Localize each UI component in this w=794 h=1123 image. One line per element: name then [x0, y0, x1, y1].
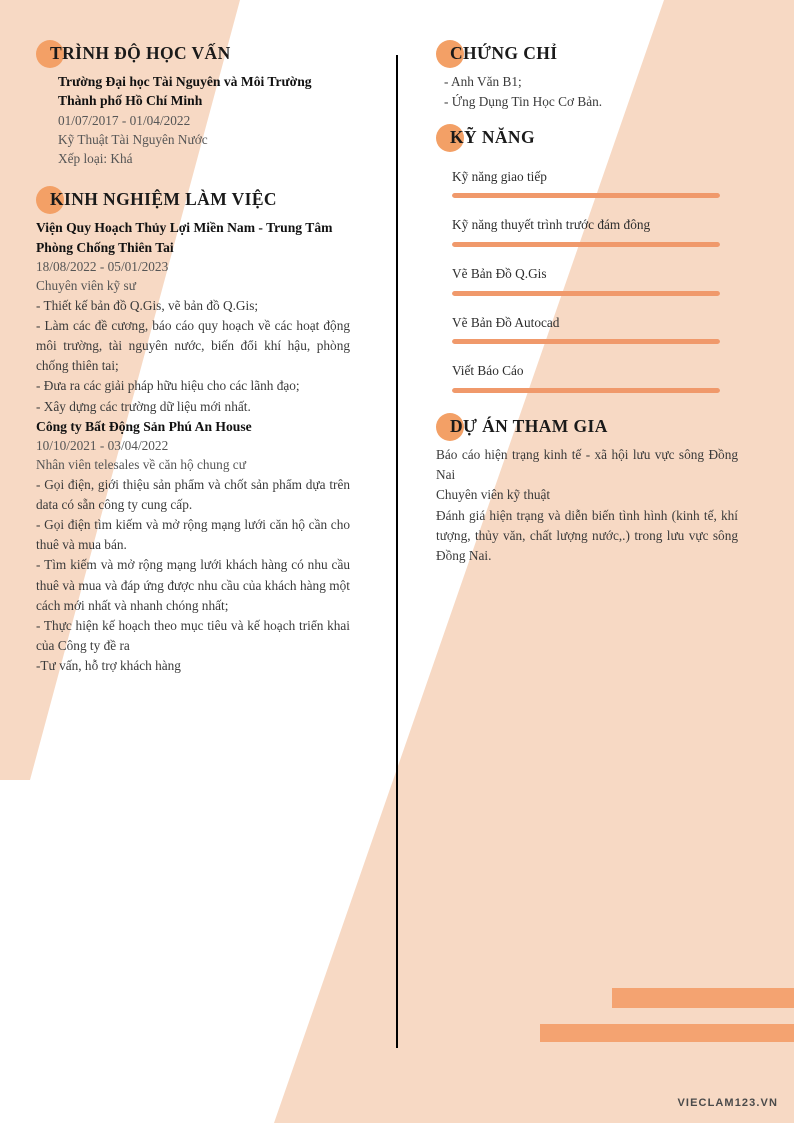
certificate-item: - Anh Văn B1; — [444, 74, 522, 89]
experience-title: Chuyên viên kỹ sư — [36, 278, 136, 294]
projects-heading-label: DỰ ÁN THAM GIA — [450, 415, 608, 436]
right-column — [436, 38, 738, 566]
spacer — [436, 112, 738, 122]
experience-heading-label: KINH NGHIỆM LÀM VIỆC — [50, 189, 277, 210]
experience-title: Nhân viên telesales về căn hộ chung cư — [36, 457, 246, 473]
experience-dates: 18/08/2022 - 05/01/2023 — [36, 258, 169, 274]
skills-list — [436, 168, 738, 393]
section-heading-education — [36, 38, 350, 68]
skill-bar-fill — [452, 291, 720, 296]
project-description: Đánh giá hiện trạng và diễn biến tình hình (kinh tế, khí tượng, thủy văn, chất lượng nước,.) trong lưu vực sông Đồng Nai. — [436, 507, 738, 563]
experience-bullet: - Làm các đề cương, báo cáo quy hoạch về các hoạt động môi trường, tài nguyên nước, biến đổi khí hậu, phòng chống thiên tai; — [36, 317, 350, 374]
skill-label: Viết Báo Cáo — [452, 363, 524, 379]
decorative-bar-upper — [612, 988, 794, 1008]
skill-label: Vẽ Bản Đồ Q.Gis — [452, 266, 547, 282]
site-watermark: VIECLAM123.VN — [677, 1097, 778, 1109]
experience-bullet: -Tư vấn, hỗ trợ khách hàng — [36, 658, 181, 674]
experience-dates: 10/10/2021 - 03/04/2022 — [36, 438, 169, 454]
experience-bullet: - Đưa ra các giải pháp hữu hiệu cho các lãnh đạo; — [36, 378, 300, 394]
skill-bar-track — [452, 339, 720, 344]
spacer — [36, 168, 350, 184]
experience-bullet: - Tìm kiếm và mở rộng mạng lưới khách hàng có nhu cầu thuê và mua và đáp ứng được nhu cầu của khách hàng một cách mới nhất và nhanh chóng nhất; — [36, 557, 350, 613]
education-classification: Xếp loại: Khá — [58, 151, 133, 167]
project-name: Báo cáo hiện trạng kinh tế - xã hội lưu vực sông Đồng Nai — [436, 446, 738, 483]
skill-label: Kỹ năng giao tiếp — [452, 168, 547, 184]
skill-item — [452, 362, 738, 393]
skill-bar-track — [452, 291, 720, 296]
project-role: Chuyên viên kỹ thuật — [436, 487, 551, 503]
experience-company: Viện Quy Hoạch Thủy Lợi Miền Nam - Trung Tâm Phòng Chống Thiên Tai — [36, 220, 333, 255]
skill-bar-track — [452, 193, 720, 198]
education-dates: 01/07/2017 - 01/04/2022 — [58, 112, 191, 128]
skill-label: Kỹ năng thuyết trình trước đám đông — [452, 217, 651, 233]
experience-bullet: - Gọi điện tìm kiếm và mở rộng mạng lưới căn hộ cần cho thuê và mua bán. — [36, 516, 350, 553]
education-school-line2: Thành phố Hồ Chí Minh — [58, 93, 203, 109]
skill-bar-fill — [452, 339, 720, 344]
left-column — [36, 38, 350, 677]
section-heading-certificates — [436, 38, 738, 68]
experience-bullet: - Gọi điện, giới thiệu sản phẩm và chốt sản phẩm dựa trên data có sẵn công ty cung cấp. — [36, 476, 350, 512]
experience-bullet: - Thiết kế bản đồ Q.Gis, vẽ bản đồ Q.Gis; — [36, 297, 259, 313]
education-major: Kỹ Thuật Tài Nguyên Nước — [58, 131, 208, 147]
certificate-item: - Ứng Dụng Tin Học Cơ Bản. — [444, 93, 603, 109]
experience-bullet: - Thực hiện kế hoạch theo mục tiêu và kế hoạch triển khai của Công ty đề ra — [36, 617, 350, 654]
skill-item — [452, 168, 738, 199]
experience-bullet: - Xây dựng các trường dữ liệu mới nhất. — [36, 398, 251, 414]
skill-bar-fill — [452, 193, 720, 198]
section-heading-projects — [436, 411, 738, 441]
decorative-bar-lower — [540, 1024, 794, 1042]
skill-item — [452, 265, 738, 296]
skill-label: Vẽ Bản Đồ Autocad — [452, 314, 560, 330]
skill-item — [452, 314, 738, 345]
skill-bar-fill — [452, 242, 720, 247]
skills-heading-label: KỸ NĂNG — [450, 126, 535, 147]
certificates-heading-label: CHỨNG CHỈ — [450, 43, 558, 63]
skill-item — [452, 216, 738, 247]
skill-bar-track — [452, 242, 720, 247]
section-heading-skills — [436, 122, 738, 152]
education-heading-label: TRÌNH ĐỘ HỌC VẤN — [50, 43, 231, 63]
experience-company: Công ty Bất Động Sản Phú An House — [36, 418, 252, 434]
section-heading-experience — [36, 184, 350, 214]
skill-bar-track — [452, 388, 720, 393]
skill-bar-fill — [452, 388, 720, 393]
education-school-line1: Trường Đại học Tài Nguyên và Môi Trường — [58, 74, 312, 89]
column-divider — [396, 55, 398, 1048]
